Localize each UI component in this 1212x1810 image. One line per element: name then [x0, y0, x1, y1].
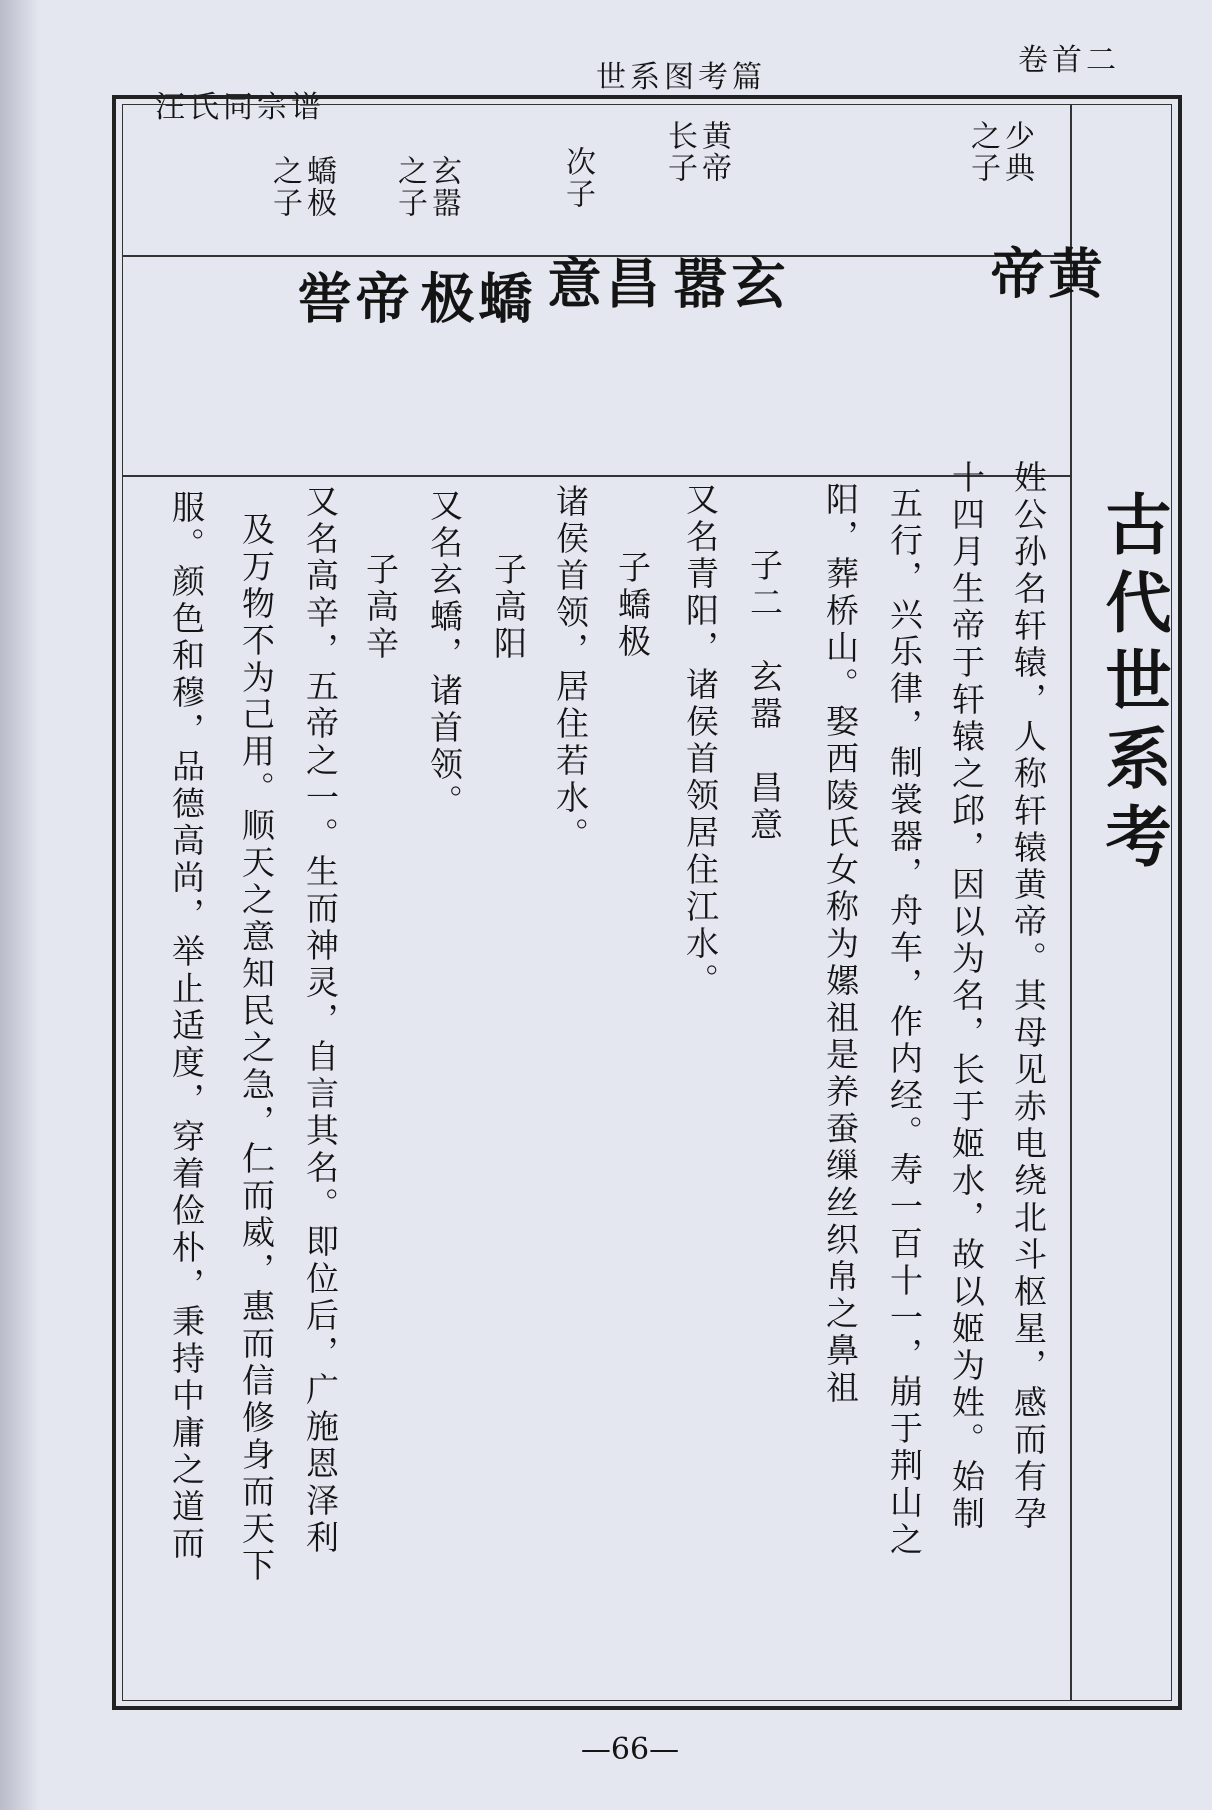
book-title: 汪氏同宗谱	[155, 90, 325, 125]
jiaoji-bio: 又名玄蟜，诸首领。	[425, 488, 464, 821]
name-changyi: 昌意	[539, 255, 661, 367]
name-huangdi: 黄帝	[982, 245, 1104, 357]
diku-bio-line-3: 服。颜色和穆，品德高尚，举止适度，穿着俭朴，秉持中庸之道而	[167, 490, 206, 1563]
jiaoji-son: 子高辛	[361, 552, 400, 663]
diku-bio-line-2: 及万物不为己用。顺天之意知民之急，仁而威，惠而信修身而天下	[237, 512, 276, 1585]
label-jiaoji-child: 蟜极之子	[267, 155, 336, 219]
label-huangdi-eldest: 黄帝长子	[662, 120, 731, 184]
changyi-son: 子高阳	[489, 552, 528, 663]
volume-label: 卷首二	[1018, 43, 1120, 78]
huangdi-bio-line-4: 阳，葬桥山。娶西陵氏女称为嫘祖是养蚕缫丝织帛之鼻祖	[821, 482, 860, 1407]
diku-bio-line-1: 又名高辛，五帝之一。生而神灵，自言其名。即位后，广施恩泽利	[301, 484, 340, 1557]
label-shaodian-child: 少典之子	[965, 120, 1034, 184]
huangdi-sons: 子二 玄嚣 昌意	[745, 548, 784, 844]
name-jiaoji: 蟜极	[412, 270, 534, 382]
xuanxiao-son: 子蟜极	[613, 550, 652, 661]
name-xuanxiao: 玄嚣	[665, 255, 787, 367]
name-diku: 帝喾	[289, 270, 411, 382]
label-second-son: 次子	[560, 146, 595, 210]
changyi-bio: 诸侯首领，居住若水。	[551, 484, 590, 854]
huangdi-bio-line-2: 十四月生帝于轩辕之邱，因以为名，长于姬水，故以姬为姓。始制	[947, 460, 986, 1533]
xuanxiao-bio: 又名青阳，诸侯首领居住江水。	[681, 482, 720, 1000]
side-title: 古代世系考	[1094, 490, 1171, 880]
page-edge-shadow	[0, 0, 40, 1810]
name-row-divider	[122, 475, 1072, 477]
section-title: 世系图考篇	[596, 60, 766, 95]
page-number: —66—	[580, 1732, 680, 1767]
huangdi-bio-line-1: 姓公孙名轩辕，人称轩辕黄帝。其母见赤电绕北斗枢星，感而有孕	[1009, 460, 1048, 1533]
label-xuanxiao-child: 玄嚣之子	[392, 155, 461, 219]
huangdi-bio-line-3: 五行，兴乐律，制裳器，舟车，作内经。寿一百十一，崩于荆山之	[885, 486, 924, 1559]
